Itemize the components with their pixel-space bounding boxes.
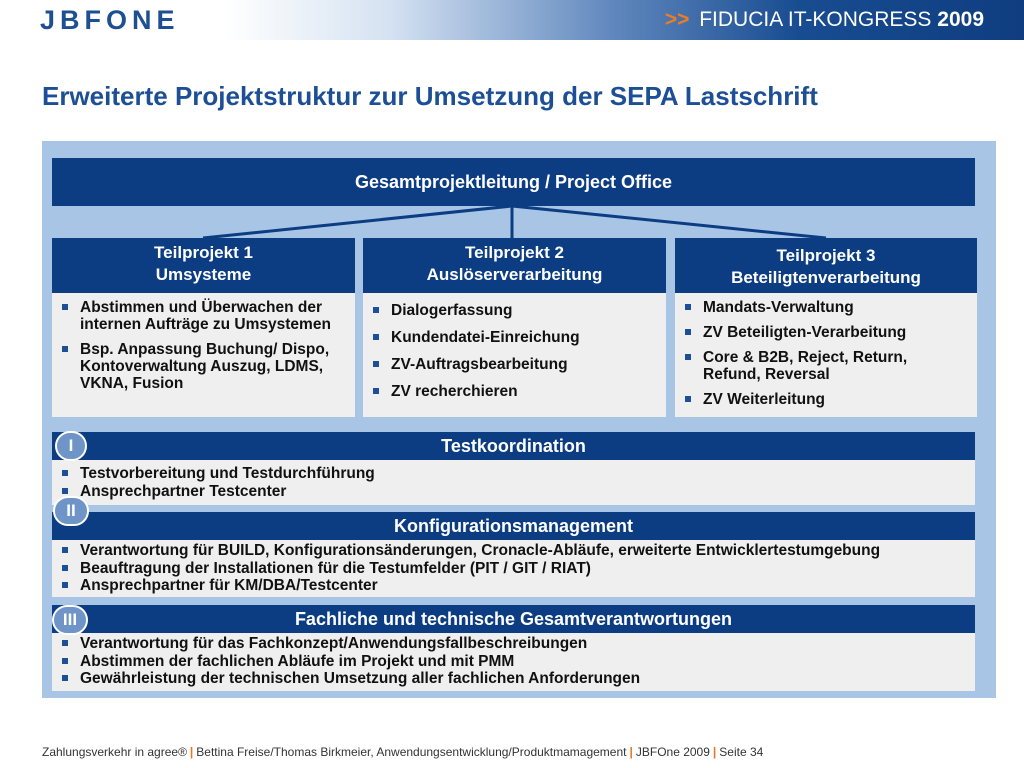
- footer-separator: |: [189, 745, 194, 759]
- subproject-3-title: Teilprojekt 3: [776, 246, 876, 265]
- subproject-3-subtitle: Beteiligtenverarbeitung: [731, 268, 921, 287]
- footer-event: JBFOne 2009: [635, 745, 710, 759]
- subproject-3-body: [675, 293, 977, 417]
- section-testkoordination-header: Testkoordination: [52, 432, 975, 460]
- subproject-3-header: [675, 238, 977, 293]
- section-konfiguration-body: [52, 540, 975, 597]
- list-item: Beauftragung der Installationen für die Testumfelder (PIT / GIT / RIAT): [62, 560, 967, 578]
- jbfone-logo: JBFONE: [40, 5, 180, 35]
- header-band: [0, 0, 1024, 40]
- congress-year: 2009: [937, 8, 984, 31]
- section-testkoordination-body: [52, 460, 975, 505]
- subproject-1-subtitle: Umsysteme: [155, 265, 252, 284]
- list-item: Bsp. Anpassung Buchung/ Dispo, Kontoverwaltung Auszug, LDMS, VKNA, Fusion: [62, 341, 347, 392]
- section-numeral-badge: II: [53, 496, 89, 526]
- list-item: Kundendatei-Einreichung: [373, 329, 658, 346]
- section-gesamtverantwortung-header: Fachliche und technische Gesamtverantwortungen: [52, 605, 975, 633]
- list-item: Mandats-Verwaltung: [685, 299, 969, 316]
- list-item: ZV-Auftragsbearbeitung: [373, 356, 658, 373]
- list-item: Abstimmen und Überwachen der internen Aufträge zu Umsystemen: [62, 299, 347, 333]
- list-item: Testvorbereitung und Testdurchführung: [62, 465, 967, 483]
- list-item: Abstimmen der fachlichen Abläufe im Projekt und mit PMM: [62, 653, 967, 671]
- list-item: Ansprechpartner Testcenter: [62, 483, 967, 501]
- list-item: Ansprechpartner für KM/DBA/Testcenter: [62, 577, 967, 595]
- congress-text: FIDUCIA IT-KONGRESS: [699, 8, 932, 31]
- section-numeral-badge: I: [55, 431, 87, 461]
- subproject-1-header: [52, 238, 355, 293]
- footer-separator: |: [712, 745, 717, 759]
- section-numeral-badge: III: [52, 605, 88, 635]
- footer-authors: Bettina Freise/Thomas Birkmeier, Anwendungsentwicklung/Produktmamagement: [196, 745, 627, 759]
- slide-title: Erweiterte Projektstruktur zur Umsetzung der SEPA Lastschrift: [42, 81, 818, 111]
- list-item: Verantwortung für BUILD, Konfigurationsänderungen, Cronacle-Abläufe, erweiterte Entwicklertestumgebung: [62, 542, 967, 560]
- subproject-2-subtitle: Auslöserverarbeitung: [426, 265, 603, 284]
- subproject-1-title: Teilprojekt 1: [154, 243, 253, 262]
- footer-topic: Zahlungsverkehr in agree®: [42, 745, 187, 759]
- list-item: ZV Beteiligten-Verarbeitung: [685, 324, 969, 341]
- footer-separator: |: [629, 745, 633, 759]
- list-item: ZV recherchieren: [373, 383, 658, 400]
- list-item: Dialogerfassung: [373, 302, 658, 319]
- congress-label: [665, 7, 984, 33]
- subproject-2-header: [363, 238, 666, 293]
- project-office-box: Gesamtprojektleitung / Project Office: [52, 158, 975, 206]
- section-konfiguration-header: Konfigurationsmanagement: [52, 512, 975, 540]
- subproject-1-body: [52, 293, 355, 417]
- subproject-2-title: Teilprojekt 2: [465, 243, 564, 262]
- subproject-2-body: [363, 293, 666, 417]
- congress-arrows: >>: [664, 8, 690, 31]
- footer-page: Seite 34: [719, 745, 764, 759]
- section-gesamtverantwortung-body: [52, 633, 975, 691]
- list-item: Verantwortung für das Fachkonzept/Anwendungsfallbeschreibungen: [62, 635, 967, 653]
- list-item: Core & B2B, Reject, Return, Refund, Reversal: [685, 349, 969, 383]
- footer: [42, 744, 1002, 760]
- list-item: ZV Weiterleitung: [685, 391, 969, 408]
- list-item: Gewährleistung der technischen Umsetzung aller fachlichen Anforderungen: [62, 670, 967, 688]
